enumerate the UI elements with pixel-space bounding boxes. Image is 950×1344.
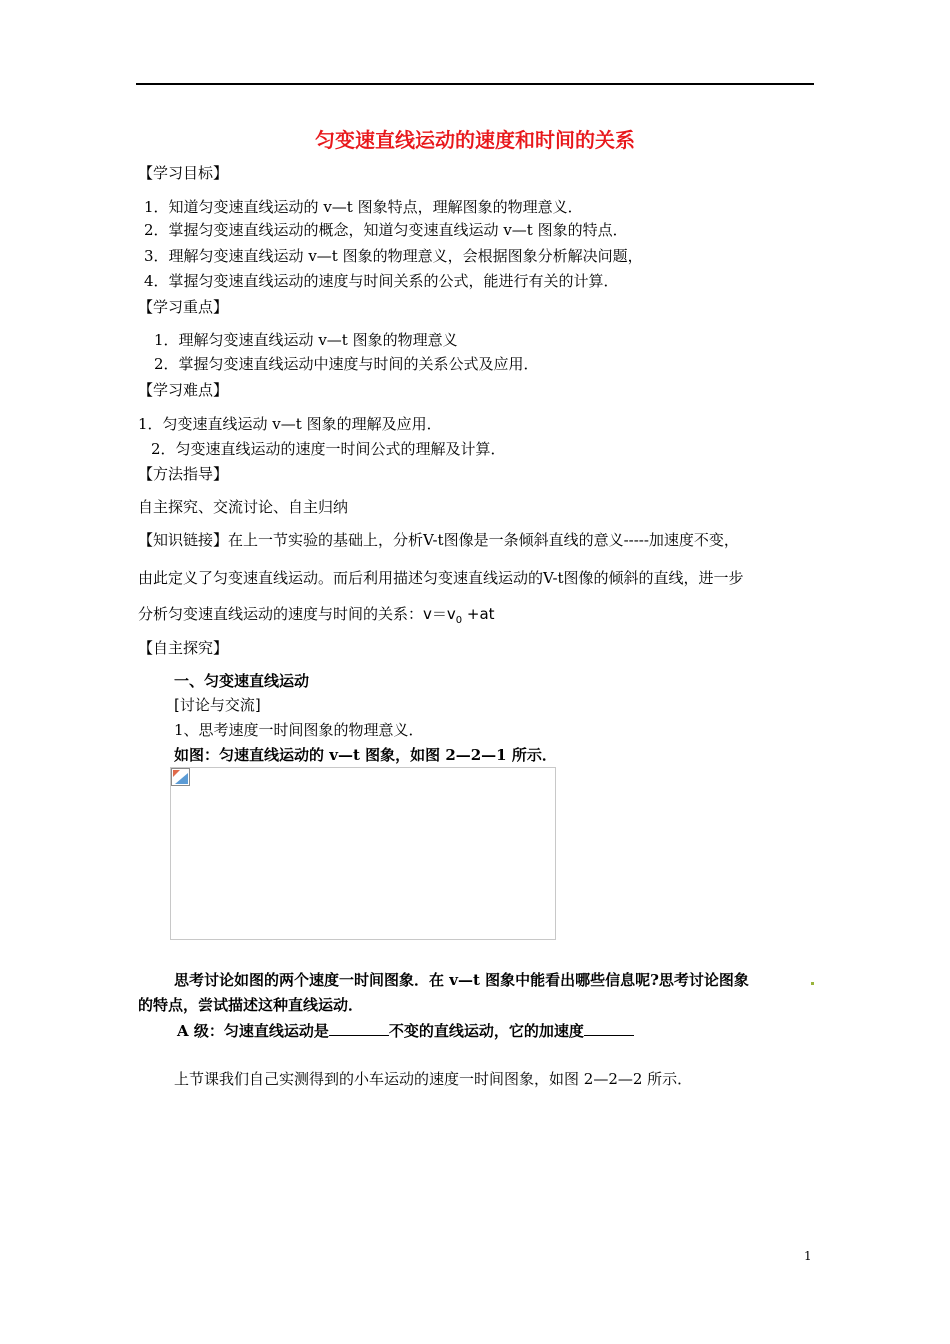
knowledge-link-label: 【知识链接】 [138, 531, 229, 549]
method-text: 自主探究、交流讨论、自主归纳 [138, 498, 349, 516]
discuss-heading: [讨论与交流] [174, 696, 261, 714]
section-difficulty: 【学习难点】 [138, 381, 229, 399]
goal-item: 4．掌握匀变速直线运动的速度与时间关系的公式，能进行有关的计算． [144, 272, 619, 290]
level-a-question: A 级：匀速直线运动是 不变的直线运动，它的加速度 [177, 1020, 634, 1041]
goal-item: 3．理解匀变速直线运动 v—t 图象的物理意义，会根据图象分析解决问题， [144, 247, 643, 265]
explore-heading: 一、匀变速直线运动 [174, 672, 310, 690]
marker-dot [811, 982, 814, 985]
question-1: 1、思考速度一时间图象的物理意义． [174, 721, 424, 739]
page-title: 匀变速直线运动的速度和时间的关系 [315, 128, 635, 152]
knowledge-link-line1 [138, 530, 739, 550]
section-goals: 【学习目标】 [138, 164, 229, 182]
fill-blank[interactable] [329, 1020, 389, 1036]
goal-item: 1．知道匀变速直线运动的 v—t 图象特点，理解图象的物理意义． [144, 198, 583, 216]
knowledge-link-text: 在上一节实验的基础上，分析V-t图像是一条倾斜直线的意义-----加速度不变， [228, 531, 739, 549]
fill-blank[interactable] [584, 1020, 634, 1036]
knowledge-link-text: 分析匀变速直线运动的速度与时间的关系： [138, 605, 424, 623]
velocity-formula: $v=v_0 +at$ [423, 605, 495, 626]
key-item: 2．掌握匀变速直线运动中速度与时间的关系公式及应用． [154, 355, 539, 373]
last-paragraph: 上节课我们自己实测得到的小车运动的速度一时间图象，如图 2—2—2 所示． [174, 1070, 693, 1088]
goal-item: 2．掌握匀变速直线运动的概念，知道匀变速直线运动 v—t 图象的特点． [144, 221, 628, 239]
page-number: 1 [804, 1249, 812, 1263]
difficulty-item: 2．匀变速直线运动的速度一时间公式的理解及计算． [151, 440, 506, 458]
broken-image-icon [171, 768, 190, 786]
section-method: 【方法指导】 [138, 465, 229, 483]
section-explore: 【自主探究】 [138, 639, 229, 657]
difficulty-item: 1．匀变速直线运动 v—t 图象的理解及应用． [138, 415, 442, 433]
knowledge-link-line2: 由此定义了匀变速直线运动。而后利用描述匀变速直线运动的V-t图像的倾斜的直线，进一步 [138, 569, 744, 587]
section-key: 【学习重点】 [138, 298, 229, 316]
discussion-line1: 思考讨论如图的两个速度一时间图象．在 v—t 图象中能看出哪些信息呢?思考讨论图象 [174, 971, 749, 989]
knowledge-link-line3 [138, 604, 495, 631]
key-item: 1．理解匀变速直线运动 v—t 图象的物理意义 [154, 331, 458, 349]
discussion-line2: 的特点，尝试描述这种直线运动． [138, 996, 364, 1014]
header-rule [136, 83, 814, 85]
figure-image-placeholder [170, 767, 556, 940]
figure-caption: 如图：匀速直线运动的 v—t 图象，如图 2—2—1 所示． [174, 746, 557, 764]
